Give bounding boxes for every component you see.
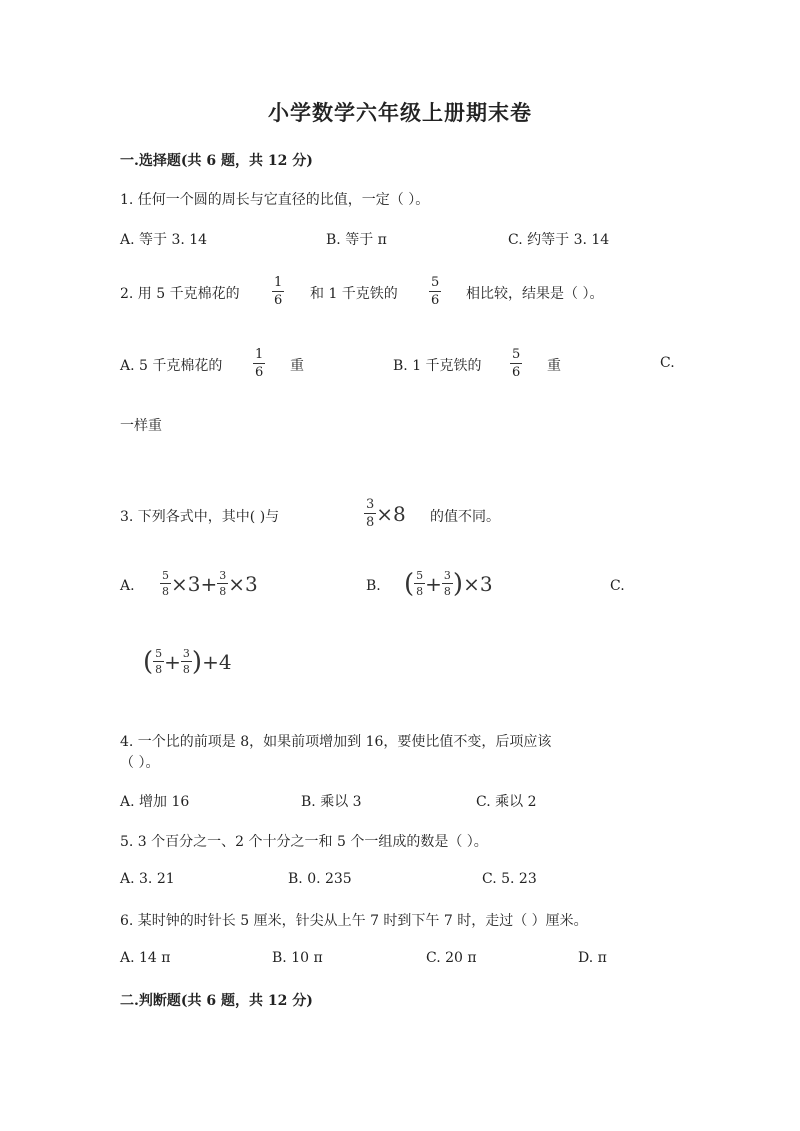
question-2-option-a-post: 重 [290, 358, 304, 374]
question-2-fraction-2: $\frac{5}{6}$ [431, 275, 440, 308]
question-5-option-a: A. 3. 21 [120, 871, 175, 887]
question-4-option-a: A. 增加 16 [120, 794, 190, 810]
question-3-option-b-expression: ( $\frac{5}{8}$ + $\frac{3}{8}$ ) ×3 [404, 568, 493, 599]
question-3-option-b-label: B. [366, 578, 381, 594]
question-1-option-a: A. 等于 3. 14 [120, 232, 208, 248]
question-5-option-c: C. 5. 23 [482, 871, 537, 887]
question-2-option-c: C. [660, 355, 675, 371]
question-6-option-c: C. 20 π [426, 950, 477, 966]
question-3-stem-post: 的值不同。 [430, 509, 500, 525]
question-3-stem-pre: 3. 下列各式中，其中( )与 [120, 509, 280, 525]
question-1-stem: 1. 任何一个圆的周长与它直径的比值，一定（ ）。 [120, 192, 430, 208]
question-1-option-c: C. 约等于 3. 14 [508, 232, 610, 248]
question-3-option-a-expression: $\frac{5}{8}$ ×3+ $\frac{3}{8}$ ×3 [162, 569, 258, 598]
question-2-option-b-pre: B. 1 千克铁的 [393, 358, 482, 374]
question-3-expression-fraction: $\frac{3}{8}$ [366, 497, 375, 530]
question-2-option-a-pre: A. 5 千克棉花的 [120, 358, 223, 374]
question-6-option-a: A. 14 π [120, 950, 171, 966]
section-heading-choice: 一.选择题(共 6 题，共 12 分) [120, 153, 313, 169]
question-2-option-b-post: 重 [547, 358, 561, 374]
question-3-option-c-expression: ( $\frac{5}{8}$ + $\frac{3}{8}$ ) +4 [143, 646, 232, 677]
question-2-option-b-fraction: $\frac{5}{6}$ [512, 347, 521, 380]
question-3-option-c-label: C. [610, 578, 625, 594]
section-heading-judgement: 二.判断题(共 6 题，共 12 分) [120, 993, 313, 1009]
exam-title: 小学数学六年级上册期末卷 [268, 100, 532, 125]
question-6-option-d: D. π [578, 950, 607, 966]
question-2-fraction-1: $\frac{1}{6}$ [274, 275, 283, 308]
question-4-option-c: C. 乘以 2 [476, 794, 537, 810]
question-4-stem-cont: （ ）。 [120, 755, 160, 771]
question-5-stem: 5. 3 个百分之一、2 个十分之一和 5 个一组成的数是（ ）。 [120, 834, 488, 850]
question-3-expression: $\frac{3}{8}$ ×8 [366, 497, 406, 530]
question-1-option-b: B. 等于 π [326, 232, 387, 248]
question-6-option-b: B. 10 π [272, 950, 323, 966]
question-6-stem: 6. 某时钟的时针长 5 厘米，针尖从上午 7 时到下午 7 时，走过（ ）厘米。 [120, 913, 588, 929]
question-2-option-c-text: 一样重 [120, 418, 162, 434]
question-2-stem-post: 相比较，结果是（ ）。 [466, 286, 604, 302]
question-5-option-b: B. 0. 235 [288, 871, 352, 887]
question-4-stem: 4. 一个比的前项是 8，如果前项增加到 16，要使比值不变，后项应该 [120, 734, 552, 750]
question-3-option-a-label: A. [120, 578, 135, 594]
question-4-option-b: B. 乘以 3 [301, 794, 362, 810]
question-2-stem-pre: 2. 用 5 千克棉花的 [120, 286, 240, 302]
question-2-option-a-fraction: $\frac{1}{6}$ [255, 347, 264, 380]
question-2-stem-mid: 和 1 千克铁的 [310, 286, 398, 302]
